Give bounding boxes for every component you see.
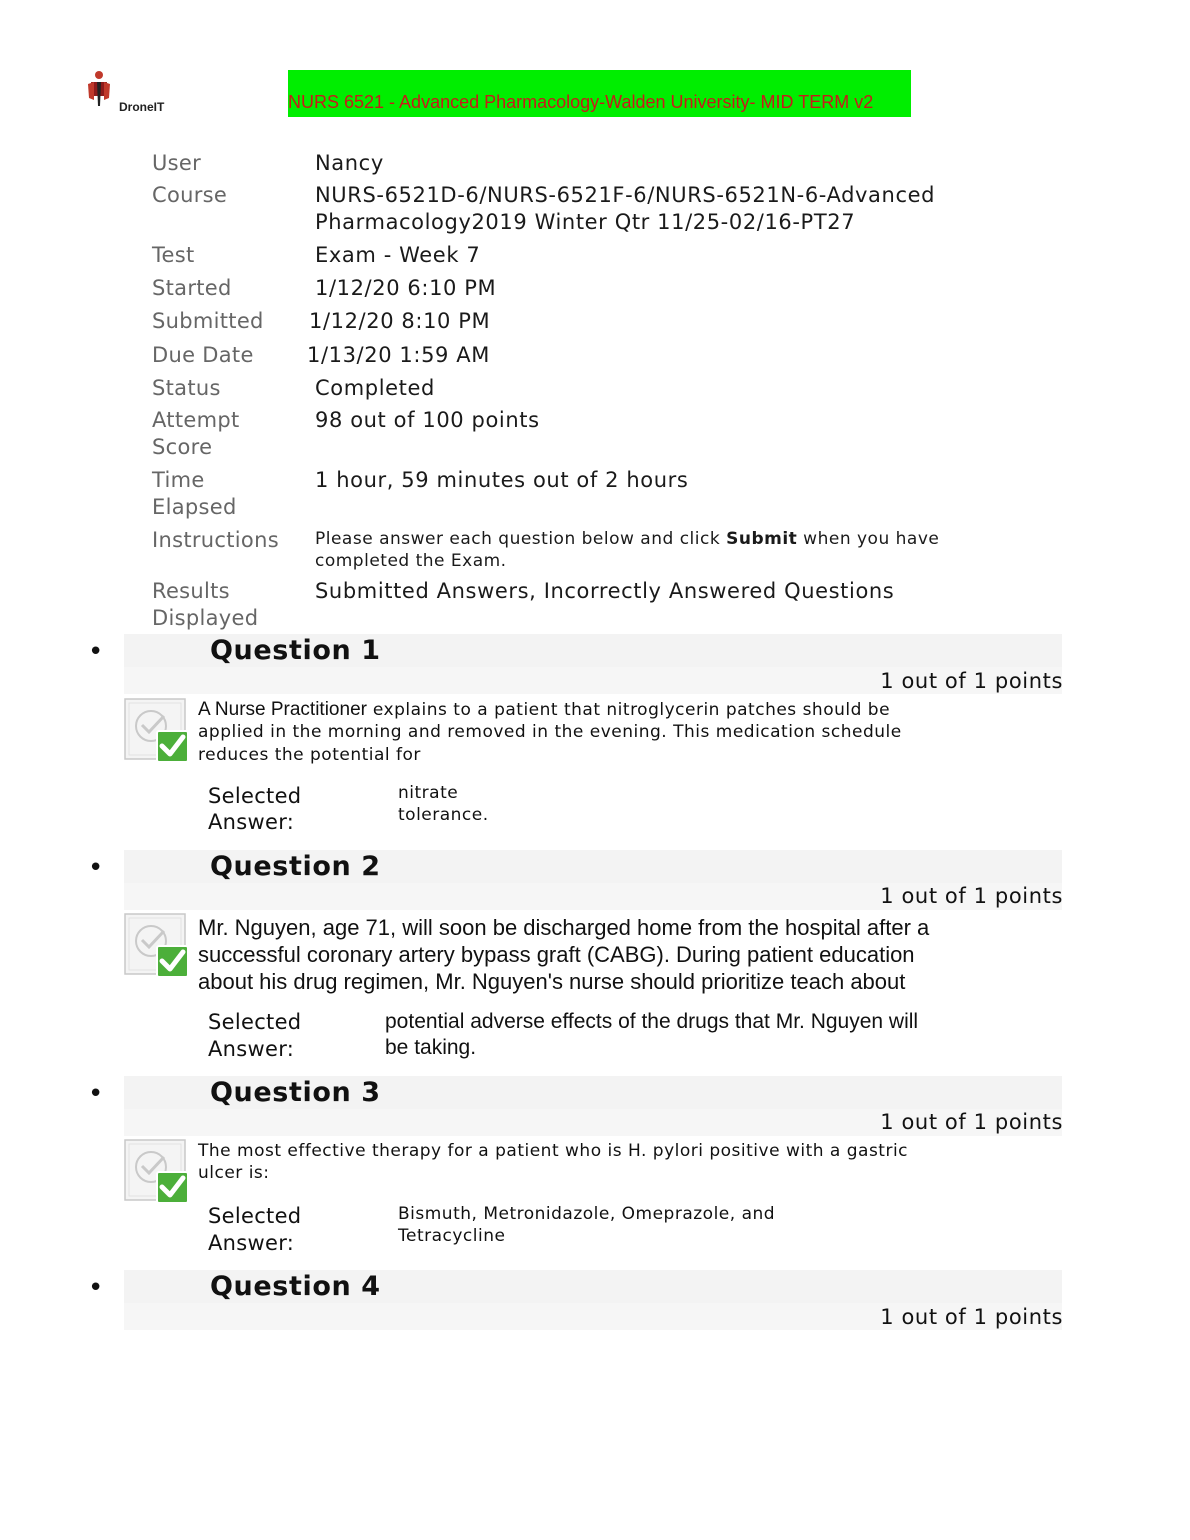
selected-answer-label-line2: Answer: (208, 810, 295, 834)
time-elapsed-label-line2: Elapsed (152, 495, 237, 519)
test-value: Exam - Week 7 (315, 243, 481, 267)
selected-answer-line2: tolerance. (398, 805, 489, 825)
results-displayed-label-line1: Results (152, 579, 230, 603)
correct-answer-check-icon (124, 698, 190, 764)
user-value: Nancy (315, 151, 384, 175)
bullet: • (88, 637, 104, 667)
selected-answer-label-line2: Answer: (208, 1231, 295, 1255)
started-label: Started (152, 276, 232, 300)
selected-answer-label-line1: Selected (208, 784, 302, 808)
status-value: Completed (315, 376, 435, 400)
selected-answer-label-line1: Selected (208, 1204, 302, 1228)
bullet: • (88, 1079, 104, 1109)
bullet: • (88, 853, 104, 883)
attempt-score-label-line1: Attempt (152, 408, 240, 432)
submitted-label: Submitted (152, 309, 264, 333)
question-text-line2: successful coronary artery bypass graft (CABG). During patient education (198, 942, 915, 967)
question-points: 1 out of 1 points (880, 1305, 1063, 1329)
question-title: Question 3 (210, 1077, 381, 1108)
time-elapsed-value: 1 hour, 59 minutes out of 2 hours (315, 468, 689, 492)
question-text-lead: A Nurse Practitioner (198, 699, 367, 720)
question-text-line1 (198, 699, 998, 722)
due-date-value: 1/13/20 1:59 AM (307, 343, 490, 367)
question-text-line2: ulcer is: (198, 1163, 270, 1183)
course-value-line1: NURS-6521D-6/NURS-6521F-6/NURS-6521N-6-Advanced (315, 183, 936, 207)
instructions-line2: completed the Exam. (315, 551, 507, 571)
question-title: Question 1 (210, 635, 381, 666)
question-text-line1: Mr. Nguyen, age 71, will soon be discharged home from the hospital after a (198, 915, 930, 940)
course-label: Course (152, 183, 228, 207)
submitted-value: 1/12/20 8:10 PM (309, 309, 491, 333)
selected-answer-label-line2: Answer: (208, 1037, 295, 1061)
question-points: 1 out of 1 points (880, 669, 1063, 693)
selected-answer-label-line1: Selected (208, 1010, 302, 1034)
started-value: 1/12/20 6:10 PM (315, 276, 497, 300)
results-displayed-value: Submitted Answers, Incorrectly Answered Questions (315, 579, 895, 603)
attempt-score-value: 98 out of 100 points (315, 408, 540, 432)
question-points: 1 out of 1 points (880, 884, 1063, 908)
question-text-line3: about his drug regimen, Mr. Nguyen's nurse should prioritize teach about (198, 969, 906, 994)
logo-text: DroneIT (119, 100, 165, 114)
instructions-text-pre: Please answer each question below and click (315, 529, 727, 549)
test-label: Test (152, 243, 195, 267)
selected-answer-line2: be taking. (385, 1036, 477, 1059)
drone-logo-icon (86, 70, 112, 110)
results-displayed-label-line2: Displayed (152, 606, 259, 630)
question-text-line3: reduces the potential for (198, 745, 421, 765)
correct-answer-check-icon (124, 1139, 190, 1205)
course-value-line2: Pharmacology2019 Winter Qtr 11/25-02/16-PT27 (315, 210, 856, 234)
document-title-banner: NURS 6521 - Advanced Pharmacology-Walden University- MID TERM v2 (288, 70, 911, 117)
question-title: Question 2 (210, 851, 381, 882)
selected-answer-line1: Bismuth, Metronidazole, Omeprazole, and (398, 1204, 776, 1224)
instructions-line1 (315, 528, 939, 550)
user-label: User (152, 151, 202, 175)
question-text-line2: applied in the morning and removed in the evening. This medication schedule (198, 722, 902, 742)
question-text-rest: explains to a patient that nitroglycerin patches should be (366, 700, 891, 720)
selected-answer-line1: nitrate (398, 783, 459, 803)
bullet: • (88, 1273, 104, 1303)
due-date-label: Due Date (152, 343, 254, 367)
instructions-label: Instructions (152, 528, 279, 552)
selected-answer-line1: potential adverse effects of the drugs that Mr. Nguyen will (385, 1010, 919, 1033)
question-title: Question 4 (210, 1271, 381, 1302)
status-label: Status (152, 376, 221, 400)
instructions-text-post: when you have (797, 529, 940, 549)
question-points: 1 out of 1 points (880, 1110, 1063, 1134)
time-elapsed-label-line1: Time (152, 468, 205, 492)
attempt-score-label-line2: Score (152, 435, 213, 459)
instructions-submit-word: Submit (726, 529, 798, 549)
correct-answer-check-icon (124, 913, 190, 979)
selected-answer-line2: Tetracycline (398, 1226, 506, 1246)
question-text-line1: The most effective therapy for a patient who is H. pylori positive with a gastric (198, 1141, 909, 1161)
